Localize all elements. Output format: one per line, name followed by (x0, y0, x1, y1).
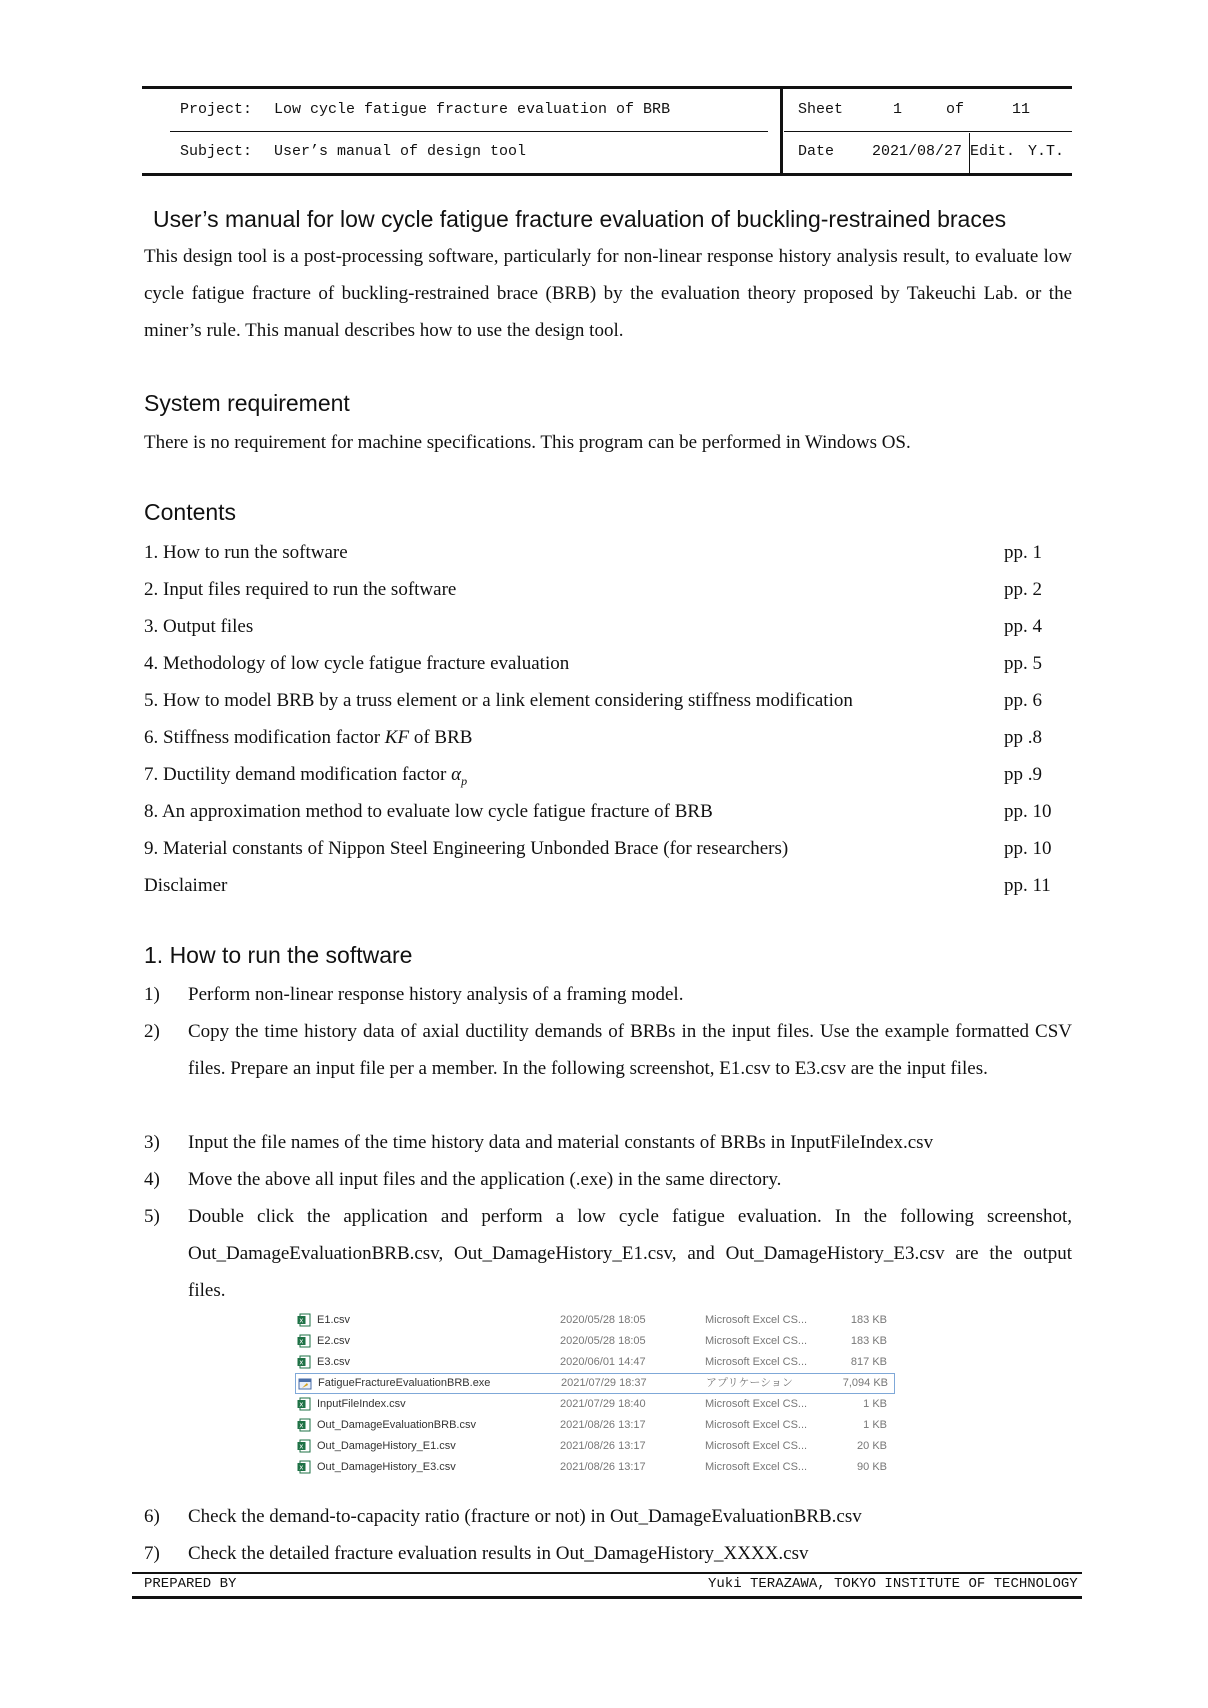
file-name: E1.csv (317, 1314, 351, 1326)
step-text: Perform non-linear response history analysis of a framing model. (188, 984, 684, 1005)
toc-item (144, 645, 1064, 682)
file-row[interactable] (295, 1436, 895, 1457)
file-date: 2020/05/28 18:05 (560, 1335, 646, 1347)
toc-label-suffix: of BRB (409, 727, 473, 748)
footer-author: Yuki TERAZAWA, TOKYO INSTITUTE OF TECHNOLOGY (708, 1576, 1078, 1592)
file-name: Out_DamageHistory_E1.csv (317, 1440, 456, 1452)
toc-label: 3. Output files (144, 616, 254, 637)
toc-label-subscript: p (461, 773, 468, 788)
excel-icon (297, 1334, 311, 1348)
date-value: 2021/08/27 (872, 143, 963, 160)
file-type: Microsoft Excel CS... (705, 1335, 808, 1347)
toc-label: 5. How to model BRB by a truss element or a link element considering stiffness modification (144, 690, 853, 711)
toc-label (144, 764, 468, 788)
step-text: Copy the time history data of axial ductility demands of BRBs in the input files. Use the example formatted CSV files. Prepare an input file per a member. In the following screenshot, E1.csv to E3.csv are the input files. (188, 1021, 1072, 1079)
excel-icon (297, 1439, 311, 1453)
file-date: 2021/07/29 18:40 (560, 1398, 646, 1410)
file-size: 1 KB (863, 1398, 887, 1410)
excel-icon (297, 1313, 311, 1327)
step-text: Check the detailed fracture evaluation results in Out_DamageHistory_XXXX.csv (188, 1543, 809, 1564)
svg-text:x: x (299, 1463, 304, 1472)
file-date: 2021/08/26 13:17 (560, 1419, 646, 1431)
step-item (144, 1124, 1072, 1161)
step-text: Check the demand-to-capacity ratio (fracture or not) in Out_DamageEvaluationBRB.csv (188, 1506, 862, 1527)
file-type: Microsoft Excel CS... (705, 1461, 808, 1473)
file-type: Microsoft Excel CS... (705, 1314, 808, 1326)
file-name: Out_DamageHistory_E3.csv (317, 1461, 456, 1473)
file-size: 183 KB (850, 1314, 887, 1326)
header-bottom-rule (142, 173, 1072, 176)
toc-page: pp .8 (1004, 727, 1042, 748)
file-date: 2020/06/01 14:47 (560, 1356, 646, 1368)
file-explorer-screenshot (295, 1310, 895, 1478)
step-item (144, 1498, 1072, 1535)
toc-label: 4. Methodology of low cycle fatigue fracture evaluation (144, 653, 570, 674)
step-text: Move the above all input files and the application (.exe) in the same directory. (188, 1169, 782, 1190)
excel-icon (297, 1418, 311, 1432)
svg-text:x: x (299, 1337, 304, 1346)
file-type: Microsoft Excel CS... (705, 1398, 808, 1410)
excel-icon (297, 1460, 311, 1474)
step-text: Double click the application and perform a low cycle fatigue evaluation. In the following screenshot, Out_DamageEvaluationBRB.csv, Out_DamageHistory_E1.csv, and Out_DamageHistory_E3.csv are the output files. (188, 1206, 1072, 1301)
file-date: 2021/07/29 18:37 (561, 1377, 647, 1389)
toc-label: 9. Material constants of Nippon Steel Engineering Unbonded Brace (for researchers) (144, 838, 789, 859)
toc-page: pp. 4 (1004, 616, 1042, 637)
toc-label-prefix: 7. Ductility demand modification factor (144, 764, 452, 785)
file-name: E3.csv (317, 1356, 351, 1368)
system-requirement-text: There is no requirement for machine specifications. This program can be performed in Windows OS. (144, 432, 911, 453)
header-mid-rule-left (170, 131, 768, 132)
toc-label: Disclaimer (144, 875, 228, 896)
step-item (144, 1013, 1072, 1087)
prepared-by-label: PREPARED BY (144, 1576, 237, 1592)
section1-heading: 1. How to run the software (144, 942, 413, 968)
header-mid-rule-right (784, 131, 1072, 132)
toc-label-italic: α (451, 764, 462, 785)
toc-label-prefix: 6. Stiffness modification factor (144, 727, 385, 748)
toc-item (144, 608, 1064, 645)
excel-icon (297, 1355, 311, 1369)
svg-text:x: x (299, 1400, 304, 1409)
header-divider (780, 88, 783, 174)
header-top-rule (142, 86, 1072, 89)
toc-label (144, 727, 472, 748)
toc-item (144, 867, 1064, 904)
toc-page: pp .9 (1004, 764, 1042, 785)
file-type: アプリケーション (706, 1377, 793, 1389)
date-label: Date (798, 143, 835, 160)
toc-item (144, 719, 1064, 756)
file-row[interactable] (295, 1310, 895, 1331)
toc-item (144, 793, 1064, 830)
sheet-label: Sheet (798, 101, 844, 118)
file-name: InputFileIndex.csv (317, 1398, 406, 1410)
svg-text:x: x (299, 1316, 304, 1325)
step-number: 3) (144, 1132, 160, 1153)
application-icon (298, 1377, 312, 1391)
step-number: 2) (144, 1021, 160, 1042)
project-label: Project: (180, 101, 253, 118)
step-text: Input the file names of the time history data and material constants of BRBs in InputFileIndex.csv (188, 1132, 934, 1153)
system-requirement-heading: System requirement (144, 390, 350, 416)
step-number: 6) (144, 1506, 160, 1527)
file-name: FatigueFractureEvaluationBRB.exe (318, 1377, 491, 1389)
step-item (144, 976, 1072, 1013)
svg-text:x: x (299, 1358, 304, 1367)
toc-item (144, 830, 1064, 867)
file-size: 183 KB (850, 1335, 887, 1347)
toc-page: pp. 10 (1004, 838, 1052, 859)
toc-label-italic: KF (384, 727, 410, 748)
toc-label: 2. Input files required to run the software (144, 579, 457, 600)
footer-top-rule (132, 1572, 1082, 1574)
toc-label: 8. An approximation method to evaluate low cycle fatigue fracture of BRB (144, 801, 713, 822)
edit-label: Edit. (970, 143, 1016, 160)
file-size: 20 KB (857, 1440, 887, 1452)
file-date: 2020/05/28 18:05 (560, 1314, 646, 1326)
file-size: 90 KB (857, 1461, 887, 1473)
step-number: 5) (144, 1206, 160, 1227)
footer-bottom-rule (132, 1596, 1082, 1599)
svg-text:x: x (299, 1442, 304, 1451)
step-item (144, 1535, 1072, 1572)
sheet-number: 1 (893, 101, 903, 118)
toc-page: pp. 1 (1004, 542, 1042, 563)
edit-value: Y.T. (1028, 143, 1065, 160)
file-name: E2.csv (317, 1335, 351, 1347)
file-row-selected[interactable] (295, 1373, 895, 1394)
sheet-total: 11 (1012, 101, 1031, 118)
step-number: 7) (144, 1543, 160, 1564)
file-row[interactable] (295, 1331, 895, 1352)
toc-item (144, 756, 1064, 793)
file-type: Microsoft Excel CS... (705, 1440, 808, 1452)
file-type: Microsoft Excel CS... (705, 1356, 808, 1368)
toc-label: 1. How to run the software (144, 542, 348, 563)
step-number: 4) (144, 1169, 160, 1190)
file-date: 2021/08/26 13:17 (560, 1440, 646, 1452)
file-name: Out_DamageEvaluationBRB.csv (317, 1419, 476, 1431)
file-size: 1 KB (863, 1419, 887, 1431)
file-date: 2021/08/26 13:17 (560, 1461, 646, 1473)
step-item (144, 1198, 1072, 1309)
file-type: Microsoft Excel CS... (705, 1419, 808, 1431)
toc-item (144, 571, 1064, 608)
file-row[interactable] (295, 1415, 895, 1436)
file-row[interactable] (295, 1352, 895, 1373)
step-item (144, 1161, 1072, 1198)
file-size: 817 KB (850, 1356, 887, 1368)
toc-item (144, 534, 1064, 571)
excel-icon (297, 1397, 311, 1411)
toc-page: pp. 6 (1004, 690, 1042, 711)
toc-page: pp. 5 (1004, 653, 1042, 674)
intro-paragraph: This design tool is a post-processing software, particularly for non-linear response history analysis result, to evaluate low cycle fatigue fracture of buckling-restrained brace (BRB) by the evaluation theory proposed by Takeuchi Lab. or the miner’s rule. This manual describes how to use the design tool. (144, 246, 1072, 341)
subject-value: User’s manual of design tool (274, 143, 527, 160)
file-row[interactable] (295, 1457, 895, 1478)
of-label: of (946, 101, 965, 118)
step-number: 1) (144, 984, 160, 1005)
svg-text:x: x (299, 1421, 304, 1430)
subject-label: Subject: (180, 143, 253, 160)
page-title: User’s manual for low cycle fatigue fracture evaluation of buckling-restrained braces (153, 206, 1007, 232)
toc-page: pp. 11 (1004, 875, 1051, 896)
file-size: 7,094 KB (842, 1377, 888, 1389)
contents-heading: Contents (144, 499, 237, 525)
file-row[interactable] (295, 1394, 895, 1415)
toc-item (144, 682, 1064, 719)
toc-page: pp. 2 (1004, 579, 1042, 600)
toc-page: pp. 10 (1004, 801, 1052, 822)
project-value: Low cycle fatigue fracture evaluation of BRB (274, 101, 671, 118)
